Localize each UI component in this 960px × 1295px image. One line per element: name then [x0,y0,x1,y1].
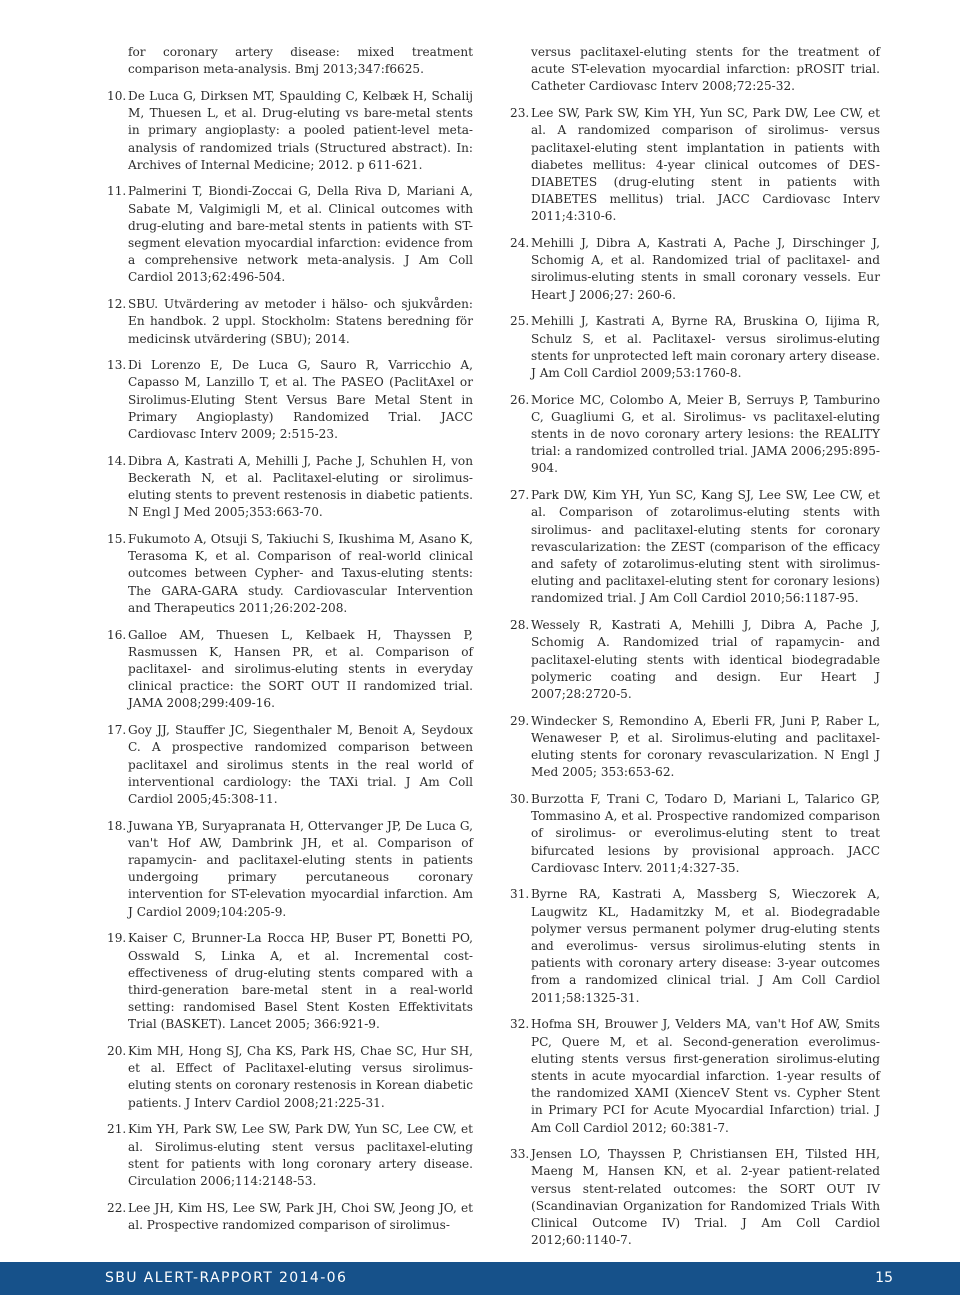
reference-number: 12. [107,297,127,312]
reference-item [107,44,473,78]
reference-number: 16. [107,627,127,642]
reference-number: 14. [107,453,127,468]
reference-item [510,1016,880,1136]
reference-number: 15. [107,532,127,547]
reference-number: 33. [510,1147,530,1162]
reference-item [107,1043,473,1112]
reference-item [107,818,473,921]
reference-item [510,713,880,782]
reference-item [107,296,473,348]
reference-number: 18. [107,818,127,833]
reference-item [510,44,880,96]
reference-number: 24. [510,236,530,251]
reference-number: 22. [107,1200,127,1215]
page-number: 15 [875,1270,893,1286]
reference-number: 10. [107,88,127,103]
reference-number: 29. [510,713,530,728]
reference-number: 23. [510,106,530,121]
reference-text: Lee JH, Kim HS, Lee SW, Park JH, Choi SW, Jeong JO, et al. Prospective randomized comparison of sirolimus- [128,1200,473,1232]
reference-item [107,531,473,617]
reference-text: Byrne RA, Kastrati A, Massberg S, Wieczorek A, Laugwitz KL, Hadamitzky M, et al. Biodegradable polymer versus permanent polymer drug-eluting stents and everolimus- versus sirolimus-eluting stents in patients with coronary artery disease: 3-year outcomes from a randomized clinical trial. J Am Coll Cardiol 2011;58:1325-31. [531,887,880,1005]
reference-number: 26. [510,392,530,407]
reference-item [107,722,473,808]
left-reference-column [107,44,473,1244]
reference-item [510,791,880,877]
reference-number: 13. [107,358,127,373]
reference-text: Dibra A, Kastrati A, Mehilli J, Pache J, Schuhlen H, von Beckerath N, et al. Paclitaxel-eluting or sirolimus-eluting stents to prevent restenosis in diabetic patients. N Engl J Med 2005;353:663-70. [128,453,473,520]
reference-text: Kim YH, Park SW, Lee SW, Park DW, Yun SC, Lee CW, et al. Sirolimus-eluting stent versus paclitaxel-eluting stent for patients with long coronary artery disease. Circulation 2006;114:2148-53. [128,1122,473,1188]
reference-number: 11. [107,184,127,199]
reference-item [107,1200,473,1234]
reference-text: Windecker S, Remondino A, Eberli FR, Juni P, Raber L, Wenaweser P, et al. Sirolimus-eluting and paclitaxel-eluting stents for coronary revascularization. N Engl J Med 2005; 353:653-62. [531,713,880,780]
reference-number: 27. [510,488,530,503]
reference-text: Hofma SH, Brouwer J, Velders MA, van't Hof AW, Smits PC, Quere M, et al. Second-generation everolimus-eluting stents versus first-generation sirolimus-eluting stents in acute myocardial infarction. 1-year results of the randomized XAMI (XienceV Stent vs. Cypher Stent in Primary PCI for Acute Myocardial Infarction) trial. J Am Coll Cardiol 2012; 60:381-7. [531,1017,880,1135]
reference-number: 25. [510,314,530,329]
right-reference-column [510,44,880,1259]
reference-text: Mehilli J, Kastrati A, Byrne RA, Bruskina O, Iijima R, Schulz S, et al. Paclitaxel- versus sirolimus-eluting stents for unprotected left main coronary artery disease. J Am Coll Cardiol 2009;53:1760-8. [531,314,880,380]
reference-text: Kaiser C, Brunner-La Rocca HP, Buser PT, Bonetti PO, Osswald S, Linka A, et al. Incremental cost-effectiveness of drug-eluting stents compared with a third-generation bare-metal stent in a real-world setting: randomised Basel Stent Kosten Effektivitats Trial (BASKET). Lancet 2005; 366:921-9. [128,931,473,1032]
reference-item [107,88,473,174]
reference-text: versus paclitaxel-eluting stents for the treatment of acute ST-elevation myocardial infarction: pROSIT trial. Catheter Cardiovasc Interv 2008;72:25-32. [531,45,880,94]
reference-item [510,235,880,304]
reference-number: 31. [510,887,530,902]
reference-item [107,930,473,1033]
reference-text: Fukumoto A, Otsuji S, Takiuchi S, Ikushima M, Asano K, Terasoma K, et al. Comparison of real-world clinical outcomes between Cypher- and Taxus-eluting stents: The GARA-GARA study. Cardiovascular Intervention and Therapeutics 2011;26:202-208. [128,532,473,615]
reference-item [107,357,473,443]
reference-number: 20. [107,1044,127,1059]
reference-text: Galloe AM, Thuesen L, Kelbaek H, Thayssen P, Rasmussen K, Hansen PR, et al. Comparison of paclitaxel- and sirolimus-eluting stents in everyday clinical practice: the SORT OUT II randomized trial. JAMA 2008;299:409-16. [128,627,473,711]
reference-text: Wessely R, Kastrati A, Mehilli J, Dibra A, Pache J, Schomig A. Randomized trial of rapamycin- and paclitaxel-eluting stents with identical biodegradable polymeric coating and design. Eur Heart J 2007;28:2720-5. [531,618,880,701]
reference-number: 30. [510,791,530,806]
reference-text: Goy JJ, Stauffer JC, Siegenthaler M, Benoit A, Seydoux C. A prospective randomized comparison between paclitaxel and sirolimus stents in the real world of interventional cardiology: the TAXi trial. J Am Coll Cardiol 2005;45:308-11. [128,723,473,806]
reference-item [107,183,473,286]
reference-text: for coronary artery disease: mixed treatment comparison meta-analysis. Bmj 2013;347:f6625. [128,45,473,77]
reference-text: SBU. Utvärdering av metoder i hälso- och sjukvården: En handbok. 2 uppl. Stockholm: Statens beredning för medicinsk utvärdering (SBU); 2014. [128,297,473,346]
reference-item [107,627,473,713]
reference-item [510,1146,880,1249]
reference-text: Mehilli J, Dibra A, Kastrati A, Pache J, Dirschinger J, Schomig A, et al. Randomized trial of paclitaxel- and sirolimus-eluting stents in small coronary vessels. Eur Heart J 2006;27: 260-6. [531,236,880,302]
reference-text: De Luca G, Dirksen MT, Spaulding C, Kelbæk H, Schalij M, Thuesen L, et al. Drug-eluting vs bare-metal stents in primary angioplasty: a pooled patient-level meta-analysis of randomized trials (Structured abstract). In: Archives of Internal Medicine; 2012. p 611-621. [128,88,473,172]
reference-item [107,1121,473,1190]
reference-text: Juwana YB, Suryapranata H, Ottervanger JP, De Luca G, van't Hof AW, Dambrink JH, et al. Comparison of rapamycin- and paclitaxel-eluting stents in patients undergoing primary percutaneous coronary intervention for ST-elevation myocardial infarction. Am J Cardiol 2009;104:205-9. [128,818,473,919]
reference-text: Jensen LO, Thayssen P, Christiansen EH, Tilsted HH, Maeng M, Hansen KN, et al. 2-year patient-related versus stent-related outcomes: the SORT OUT IV (Scandinavian Organization for Randomized Trials With Clinical Outcome IV) Trial. J Am Coll Cardiol 2012;60:1140-7. [531,1147,880,1248]
reference-number: 17. [107,723,127,738]
reference-text: Kim MH, Hong SJ, Cha KS, Park HS, Chae SC, Hur SH, et al. Effect of Paclitaxel-eluting versus sirolimus-eluting stents on coronary restenosis in Korean diabetic patients. J Interv Cardiol 2008;21:225-31. [128,1044,473,1110]
reference-text: Di Lorenzo E, De Luca G, Sauro R, Varricchio A, Capasso M, Lanzillo T, et al. The PASEO (PaclitAxel or Sirolimus-Eluting Stent Versus Bare Metal Stent in Primary Angioplasty) Randomized Trial. JACC Cardiovasc Interv 2009; 2:515-23. [128,358,473,442]
footer-bar [0,1262,960,1295]
reference-number: 32. [510,1017,530,1032]
reference-item [510,487,880,607]
reference-item [510,392,880,478]
footer-report-label: SBU ALERT-RAPPORT 2014-06 [105,1270,348,1286]
reference-item [107,453,473,522]
reference-text: Park DW, Kim YH, Yun SC, Kang SJ, Lee SW, Lee CW, et al. Comparison of zotarolimus-eluting stents with sirolimus- and paclitaxel-eluting stents for coronary revascularization: the ZEST (comparison of the efficacy and safety of zotarolimus-eluting stent with sirolimus-eluting and paclitaxel-eluting stent for coronary lesions) randomized trial. J Am Coll Cardiol 2010;56:1187-95. [531,488,880,606]
reference-text: Palmerini T, Biondi-Zoccai G, Della Riva D, Mariani A, Sabate M, Valgimigli M, et al. Clinical outcomes with drug-eluting and bare-metal stents in patients with ST-segment elevation myocardial infarction: evidence from a comprehensive network meta-analysis. J Am Coll Cardiol 2013;62:496-504. [128,184,473,285]
reference-item [510,313,880,382]
reference-text: Lee SW, Park SW, Kim YH, Yun SC, Park DW, Lee CW, et al. A randomized comparison of sirolimus- versus paclitaxel-eluting stent implantation in patients with diabetes mellitus: 4-year clinical outcomes of DES-DIABETES (drug-eluting stent in patients with DIABETES mellitus) trial. JACC Cardiovasc Interv 2011;4:310-6. [531,106,880,224]
reference-text: Morice MC, Colombo A, Meier B, Serruys P, Tamburino C, Guagliumi G, et al. Sirolimus- vs paclitaxel-eluting stents in de novo coronary artery lesions: the REALITY trial: a randomized controlled trial. JAMA 2006;295:895-904. [531,392,880,476]
reference-text: Burzotta F, Trani C, Todaro D, Mariani L, Talarico GP, Tommasino A, et al. Prospective randomized comparison of sirolimus- or everolimus-eluting stent to treat bifurcated lesions by provisional approach. JACC Cardiovasc Interv. 2011;4:327-35. [531,791,880,875]
reference-number: 28. [510,618,530,633]
reference-item [510,105,880,225]
reference-item [510,886,880,1006]
reference-number: 21. [107,1122,127,1137]
reference-number: 19. [107,931,127,946]
reference-item [510,617,880,703]
